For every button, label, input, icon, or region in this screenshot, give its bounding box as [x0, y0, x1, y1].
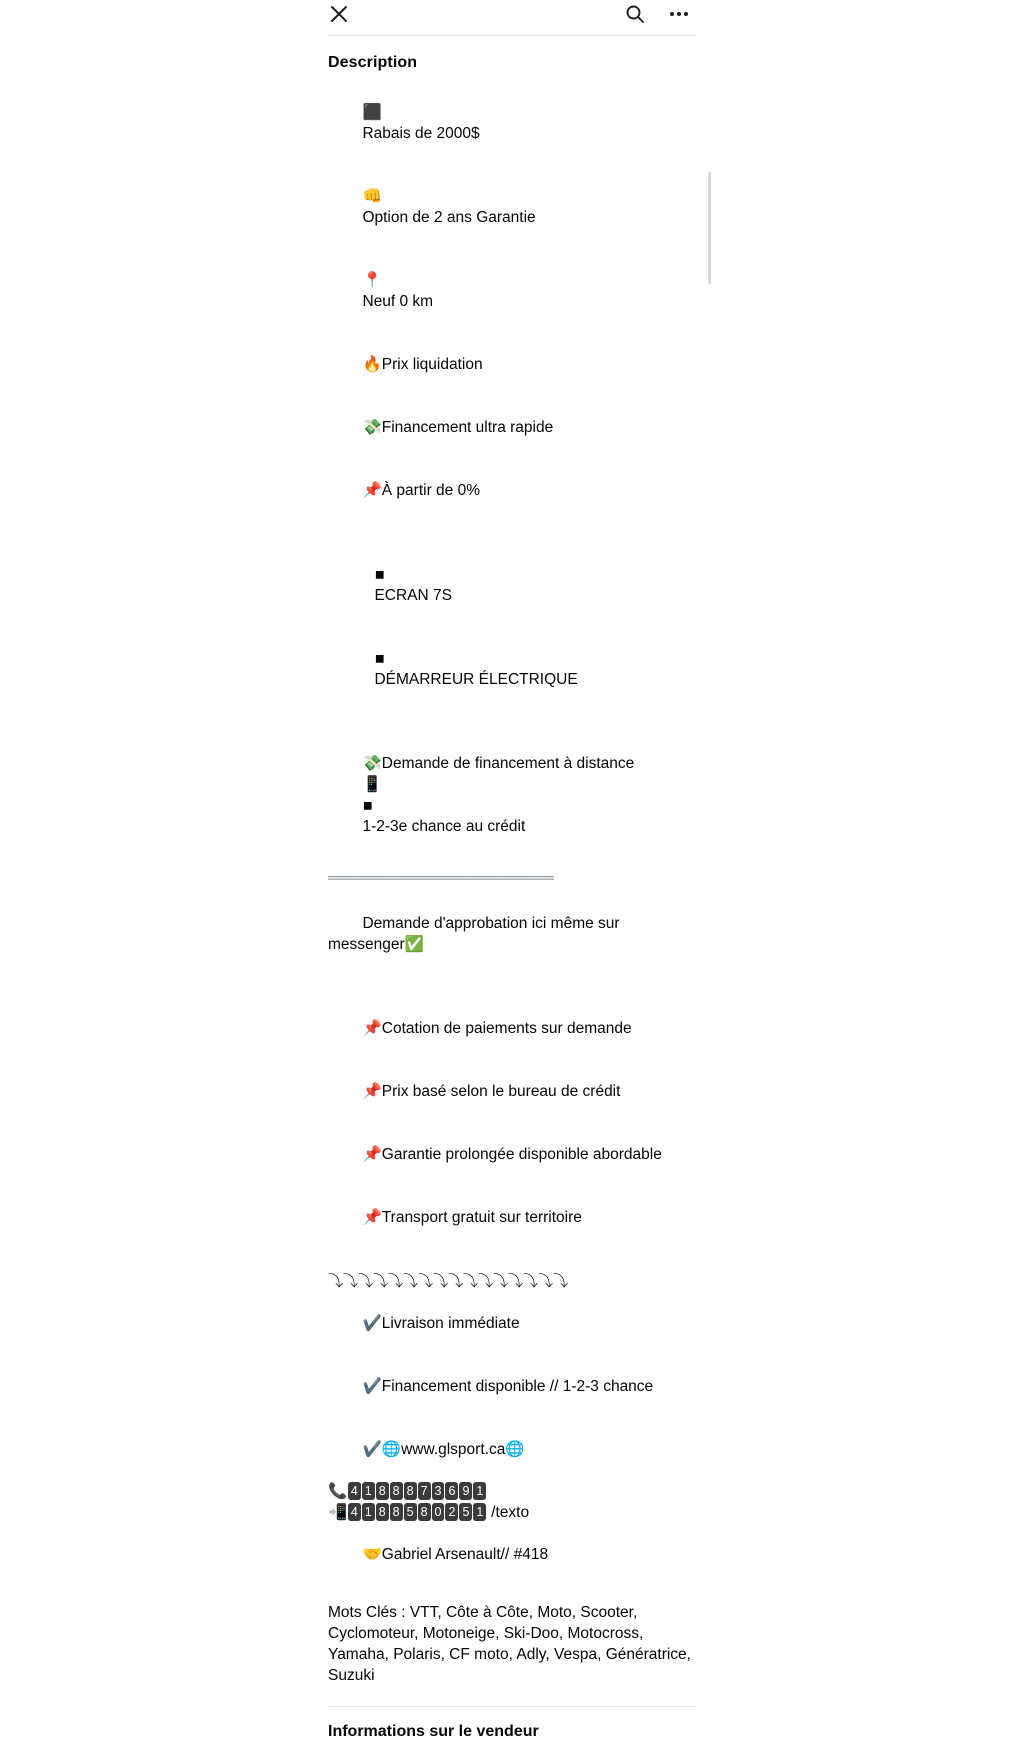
- list-item: [328, 627, 696, 711]
- list-item-label: Prix liquidation: [381, 356, 483, 373]
- list-item-label: Prix basé selon le bureau de crédit: [381, 1083, 621, 1100]
- list-item: [328, 543, 696, 627]
- list-item: [328, 1355, 696, 1418]
- list-item: [328, 249, 696, 333]
- list-item-label: Option de 2 ans Garantie: [362, 209, 536, 226]
- keywords-paragraph: Mots Clés : VTT, Côte à Côte, Moto, Scooter, Cyclomoteur, Motoneige, Ski-Doo, Motocross, Yamaha, Polaris, CF moto, Adly, Vespa, Génératrice, Suzuki: [328, 1604, 696, 1684]
- money-wings-icon: 💸: [362, 418, 382, 436]
- spacer: [328, 976, 696, 997]
- approval-line: [328, 892, 696, 976]
- list-item-label: Rabais de 2000$: [362, 125, 480, 142]
- phone-digit: 8: [404, 1482, 417, 1500]
- list-item: [328, 81, 696, 165]
- overflow-menu-icon[interactable]: [662, 0, 696, 28]
- financing-line: [328, 732, 696, 858]
- phone-digit: 8: [376, 1503, 389, 1521]
- list-item-label: Financement disponible // 1-2-3 chance: [381, 1378, 654, 1395]
- website-line[interactable]: [328, 1418, 696, 1481]
- arrows-row: ⤵⤵⤵⤵⤵⤵⤵⤵⤵⤵⤵⤵⤵⤵⤵⤵: [328, 1272, 569, 1290]
- phone-digit: 7: [418, 1482, 431, 1500]
- pushpin-icon: 📌: [362, 1145, 382, 1163]
- financing-label: Demande de financement à distance: [381, 755, 635, 772]
- list-item: [328, 459, 696, 522]
- description-section: [310, 36, 714, 1740]
- pushpin-icon: 📌: [362, 1082, 382, 1100]
- fire-icon: 🔥: [362, 355, 382, 373]
- list-item-label: Neuf 0 km: [362, 293, 434, 310]
- list-item: [328, 997, 696, 1060]
- phone-digit: 6: [445, 1482, 458, 1500]
- scrollbar-thumb[interactable]: [708, 172, 711, 284]
- pushpin-icon: 📌: [362, 481, 382, 499]
- list-item-label: ECRAN 7S: [374, 587, 452, 604]
- fist-icon: 👊: [362, 187, 382, 205]
- list-item: [328, 165, 696, 249]
- list-item: [328, 1060, 696, 1123]
- check-mark-icon: ✔️: [362, 1377, 382, 1395]
- phone-line-1[interactable]: [328, 1481, 696, 1502]
- phone-digit: 8: [390, 1482, 403, 1500]
- phone-digit: 1: [362, 1503, 375, 1521]
- list-item-label: Financement ultra rapide: [381, 419, 554, 436]
- phone-suffix-label: /texto: [491, 1504, 530, 1521]
- phone-digit: 1: [362, 1482, 375, 1500]
- phone-digit: 4: [348, 1503, 361, 1521]
- listing-panel: [310, 0, 714, 1740]
- small-square-icon: ▪: [374, 649, 385, 667]
- small-square-icon: ▪: [374, 565, 385, 583]
- approval-label: Demande d'approbation ici même sur messenger: [328, 915, 624, 953]
- search-icon[interactable]: [618, 0, 652, 28]
- list-item-label: Livraison immédiate: [381, 1315, 520, 1332]
- list-item: [328, 1186, 696, 1249]
- small-square-icon: ▪: [362, 796, 373, 814]
- spacer: [328, 858, 696, 868]
- list-item: [328, 333, 696, 396]
- handshake-icon: 🤝: [362, 1545, 382, 1563]
- money-wings-icon: 💸: [362, 754, 382, 772]
- telephone-icon: 📞: [328, 1482, 348, 1500]
- phone-digit: 5: [404, 1503, 417, 1521]
- black-square-icon: ⬛: [362, 103, 382, 121]
- seller-info-heading: Informations sur le vendeur: [328, 1723, 539, 1740]
- check-mark-icon: ✔️: [362, 1314, 382, 1332]
- list-item: [328, 1292, 696, 1355]
- contact-line: [328, 1523, 696, 1586]
- phone-digit: 9: [459, 1482, 472, 1500]
- pin-icon: 📍: [362, 271, 382, 289]
- pushpin-icon: 📌: [362, 1019, 382, 1037]
- list-item-label: Transport gratuit sur territoire: [381, 1209, 582, 1226]
- phone-line-2[interactable]: [328, 1502, 696, 1523]
- page-title: Description: [328, 54, 418, 71]
- financing-tail-label: 1-2-3e chance au crédit: [362, 818, 526, 835]
- contact-name-label: Gabriel Arsenault// #418: [381, 1546, 549, 1563]
- phone-digit: 4: [348, 1482, 361, 1500]
- phone-digit: 5: [459, 1503, 472, 1521]
- spacer: [328, 522, 696, 543]
- overflow-dots: [670, 12, 688, 16]
- phone-digit: 3: [432, 1482, 445, 1500]
- list-item: [328, 396, 696, 459]
- check-mark-icon: ✔️: [362, 1440, 382, 1458]
- phone-digit: 8: [390, 1503, 403, 1521]
- phone-digit: 2: [445, 1503, 458, 1521]
- top-bar: [310, 0, 714, 28]
- separator-line: ═════════════════════════: [328, 869, 554, 887]
- mobile-phone-icon: 📱: [362, 775, 382, 793]
- website-label[interactable]: www.glsport.ca: [401, 1441, 506, 1458]
- pushpin-icon: 📌: [362, 1208, 382, 1226]
- mobile-phone-with-arrow-icon: 📲: [328, 1503, 348, 1521]
- phone-digit: 0: [432, 1503, 445, 1521]
- phone-digit: 8: [418, 1503, 431, 1521]
- check-mark-button-icon: ✅: [404, 935, 424, 953]
- spacer: [328, 1249, 696, 1270]
- list-item: [328, 1123, 696, 1186]
- spacer: [328, 711, 696, 732]
- phone-digit: 1: [473, 1503, 486, 1521]
- list-item-label: DÉMARREUR ÉLECTRIQUE: [374, 671, 578, 688]
- list-item-label: Cotation de paiements sur demande: [381, 1020, 632, 1037]
- phone-digit: 1: [473, 1482, 486, 1500]
- list-item-label: Garantie prolongée disponible abordable: [381, 1146, 662, 1163]
- section-divider: [328, 1706, 696, 1707]
- list-item-label: À partir de 0%: [381, 482, 480, 499]
- phone-digit: 8: [376, 1482, 389, 1500]
- globe-icon: 🌐: [505, 1440, 525, 1458]
- close-icon[interactable]: [322, 0, 356, 28]
- globe-icon: 🌐: [381, 1440, 402, 1458]
